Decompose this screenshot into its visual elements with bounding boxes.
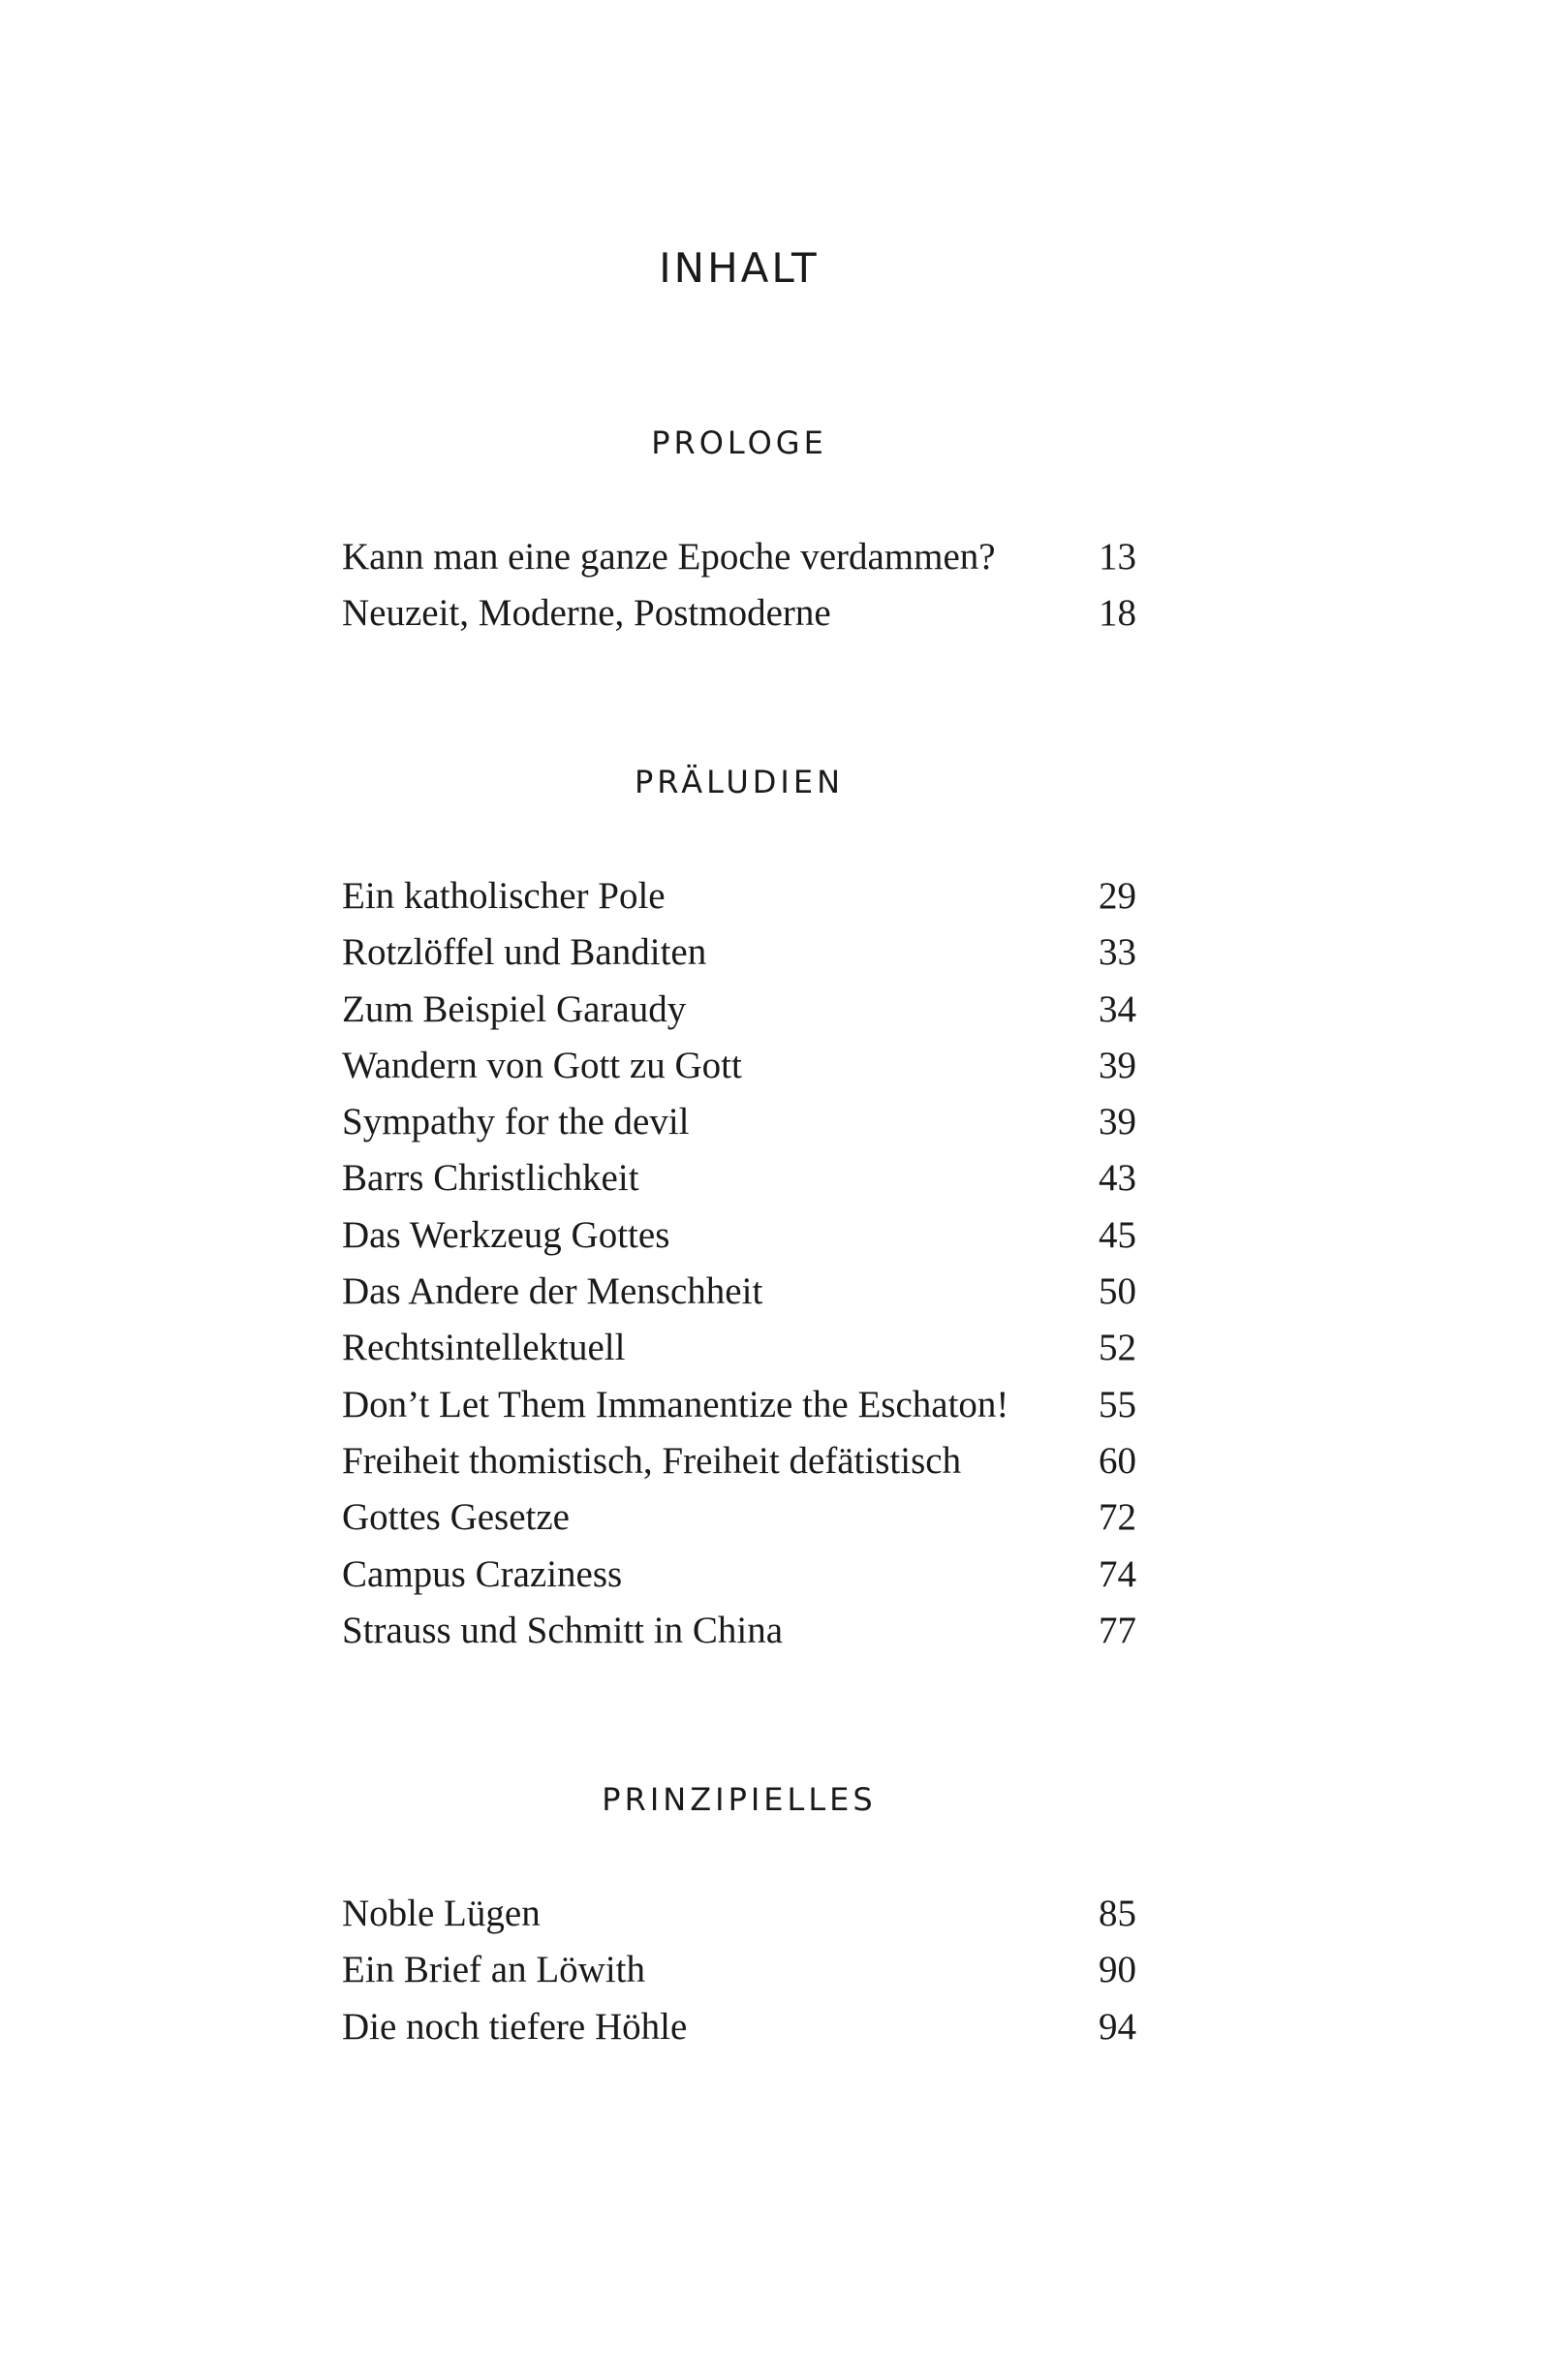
toc-entry[interactable] <box>342 1150 1136 1206</box>
toc-entry[interactable] <box>342 1320 1136 1376</box>
entry-page-number: 50 <box>1099 1270 1136 1313</box>
toc-entry[interactable] <box>342 1942 1136 1998</box>
toc-entry[interactable] <box>342 1038 1136 1094</box>
entry-page-number: 45 <box>1099 1213 1136 1256</box>
entry-title: Freiheit thomistisch, Freiheit defätistisch <box>342 1439 962 1482</box>
entry-title: Das Werkzeug Gottes <box>342 1213 670 1256</box>
toc-entry[interactable] <box>342 982 1136 1038</box>
toc-entry[interactable] <box>342 1489 1136 1546</box>
entry-page-number: 94 <box>1099 2005 1136 2048</box>
toc-entry[interactable] <box>342 1094 1136 1150</box>
entry-title: Barrs Christlichkeit <box>342 1157 639 1200</box>
entry-title: Sympathy for the devil <box>342 1101 690 1143</box>
entry-page-number: 39 <box>1099 1044 1136 1086</box>
entry-title: Die noch tiefere Höhle <box>342 2005 688 2048</box>
section-heading-prinzipielles: PRINZIPIELLES <box>602 1781 877 1818</box>
entry-title: Rotzlöffel und Banditen <box>342 931 707 974</box>
toc-entry[interactable] <box>342 1999 1136 2055</box>
toc-entry[interactable] <box>342 1886 1136 1942</box>
entry-page-number: 60 <box>1099 1439 1136 1482</box>
entry-page-number: 29 <box>1099 875 1136 917</box>
section-entries-praeludien <box>342 868 1136 1659</box>
toc-entry[interactable] <box>342 1264 1136 1320</box>
entry-title: Zum Beispiel Garaudy <box>342 987 687 1030</box>
toc-entry[interactable] <box>342 1603 1136 1659</box>
entry-page-number: 77 <box>1099 1609 1136 1651</box>
section-heading-prologe: PROLOGE <box>651 424 827 461</box>
entry-page-number: 85 <box>1099 1893 1136 1934</box>
toc-entry[interactable] <box>342 1433 1136 1489</box>
entry-page-number: 52 <box>1099 1327 1136 1369</box>
entry-page-number: 72 <box>1099 1496 1136 1539</box>
section-entries-prinzipielles <box>342 1886 1136 2055</box>
entry-title: Gottes Gesetze <box>342 1496 570 1539</box>
entry-page-number: 74 <box>1099 1552 1136 1595</box>
entry-title: Strauss und Schmitt in China <box>342 1609 784 1651</box>
entry-page-number: 90 <box>1099 1949 1136 1991</box>
toc-entry[interactable] <box>342 1547 1136 1603</box>
entry-page-number: 13 <box>1099 536 1136 578</box>
entry-title: Kann man eine ganze Epoche verdammen? <box>342 536 996 578</box>
entry-title: Don’t Let Them Immanentize the Eschaton! <box>342 1383 1009 1425</box>
toc-title: INHALT <box>659 244 820 292</box>
entry-title: Das Andere der Menschheit <box>342 1270 763 1313</box>
entry-title: Rechtsintellektuell <box>342 1327 626 1369</box>
toc-entry[interactable] <box>342 1377 1136 1433</box>
toc-entry[interactable] <box>342 585 1136 642</box>
section-entries-prologe <box>342 529 1136 642</box>
entry-title: Campus Craziness <box>342 1552 623 1595</box>
toc-entry[interactable] <box>342 529 1136 585</box>
entry-title: Noble Lügen <box>342 1893 541 1934</box>
toc-entry[interactable] <box>342 1207 1136 1264</box>
entry-page-number: 18 <box>1099 592 1136 635</box>
section-heading-praeludien: PRÄLUDIEN <box>634 764 844 800</box>
entry-title: Ein Brief an Löwith <box>342 1949 646 1991</box>
entry-page-number: 43 <box>1099 1157 1136 1200</box>
entry-page-number: 34 <box>1099 987 1136 1030</box>
entry-page-number: 39 <box>1099 1101 1136 1143</box>
entry-title: Ein katholischer Pole <box>342 875 666 917</box>
toc-entry[interactable] <box>342 924 1136 981</box>
entry-title: Neuzeit, Moderne, Postmoderne <box>342 592 831 635</box>
entry-page-number: 33 <box>1099 931 1136 974</box>
entry-title: Wandern von Gott zu Gott <box>342 1044 742 1086</box>
entry-page-number: 55 <box>1099 1383 1136 1425</box>
toc-entry[interactable] <box>342 868 1136 924</box>
